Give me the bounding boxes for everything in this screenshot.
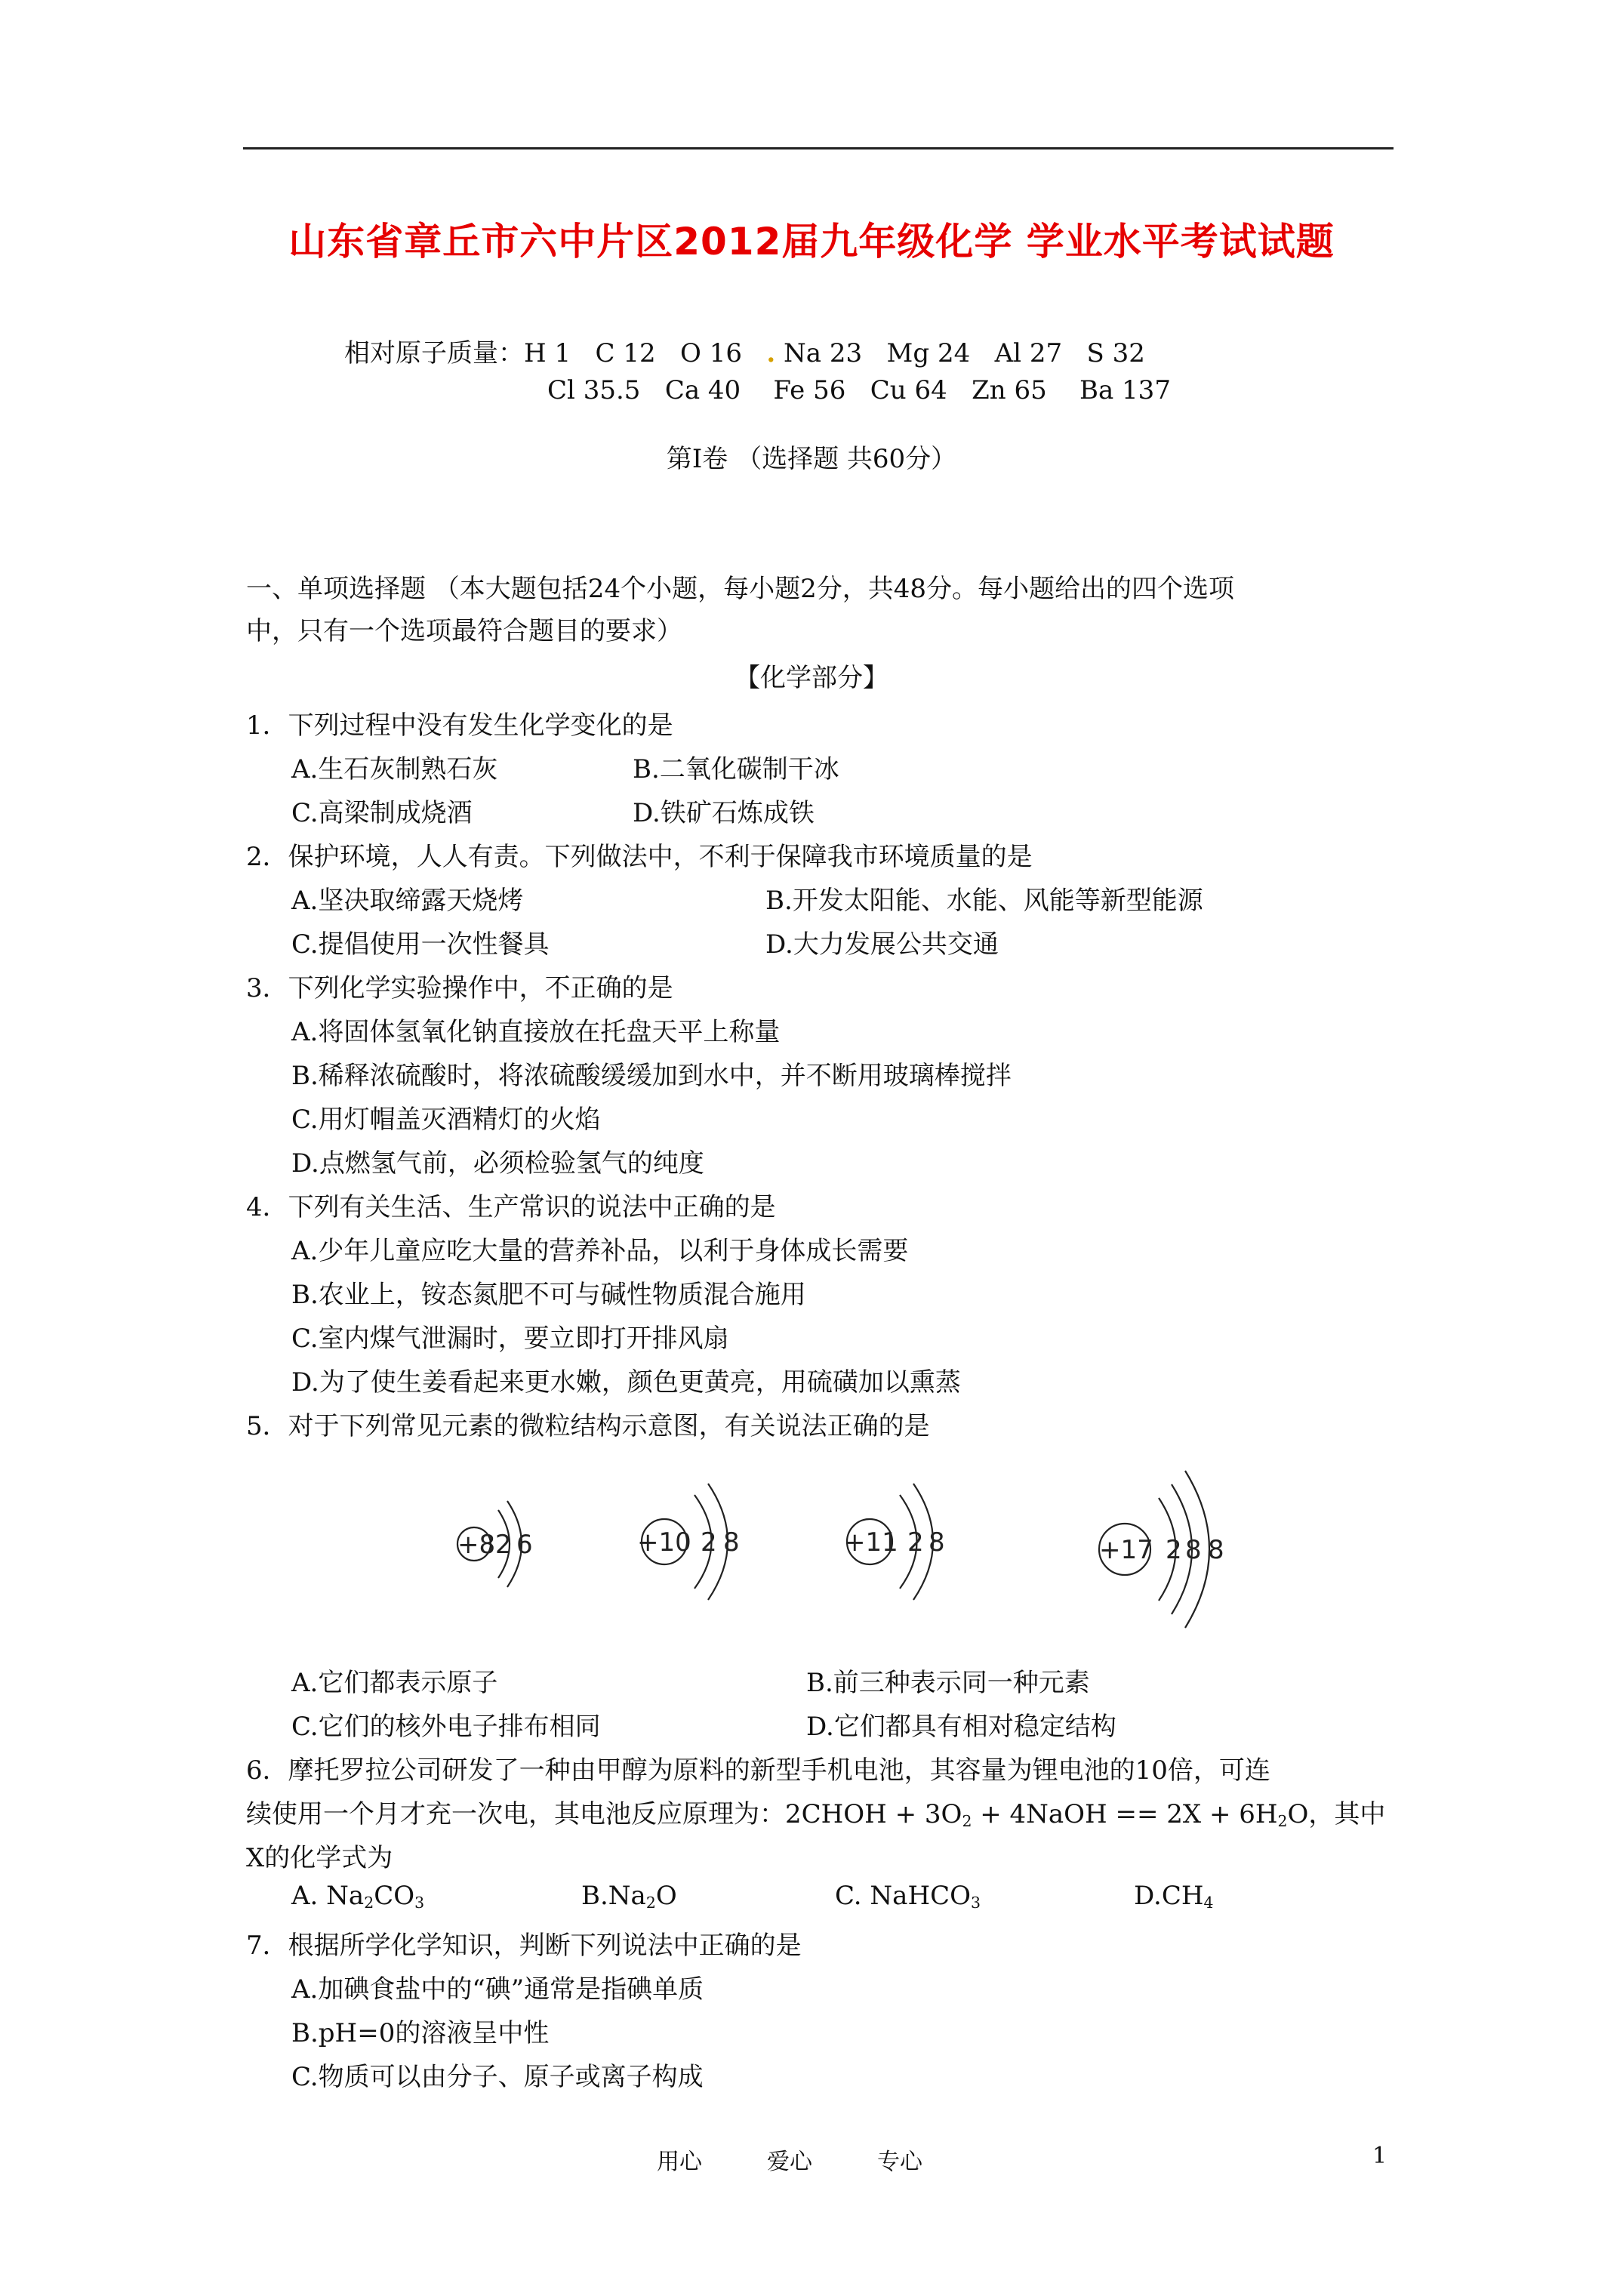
atom-1-shell-2-count: 6 [516,1530,533,1560]
atom-4-nucleus-label: +17 [1099,1535,1153,1565]
atomic-masses-line2: Cl 35.5 Ca 40 Fe 56 Cu 64 Zn 65 Ba 137 [547,375,1171,405]
q3-option-a: A.将固体氢氧化钠直接放在托盘天平上称量 [291,1017,781,1047]
atom-4-shell-3-count: 8 [1208,1535,1224,1565]
exam-title: 山东省章丘市六中片区2012届九年级化学 学业水平考试试题 [288,220,1335,264]
instructions-line2: 中，只有一个选项最符合题目的要求） [246,616,682,646]
q2-option-b: B.开发太阳能、水能、风能等新型能源 [765,886,1203,916]
q3-option-d: D.点燃氢气前，必须检验氢气的纯度 [291,1148,704,1179]
q4-option-a: A.少年儿童应吃大量的营养补品，以利于身体成长需要 [291,1236,909,1266]
q6-option-b: $B.Na_2O$ [581,1881,677,1912]
footer-text-right: 专心 [877,2149,922,2175]
question-1-stem: 1．下列过程中没有发生化学变化的是 [246,710,673,741]
q3-option-c: C.用灯帽盖灭酒精灯的火焰 [291,1105,601,1135]
q1-option-c: C.高梁制成烧酒 [291,798,473,828]
question-2-stem: 2．保护环境，人人有责。下列做法中，不利于保障我市环境质量的是 [246,842,1033,872]
question-3-stem: 3．下列化学实验操作中，不正确的是 [246,973,673,1003]
q5-option-b: B.前三种表示同一种元素 [806,1668,1090,1698]
question-5-stem: 5．对于下列常见元素的微粒结构示意图，有关说法正确的是 [246,1411,930,1441]
q5-option-a: A.它们都表示原子 [291,1668,498,1698]
q3-option-b: B.稀释浓硫酸时，将浓硫酸缓缓加到水中，并不断用玻璃棒搅拌 [291,1061,1012,1091]
atom-3-nucleus-label: +11 [844,1527,898,1558]
q7-option-a: A.加碘食盐中的“碘”通常是指碘单质 [291,1974,704,2005]
footer-text-left: 用心 [657,2149,702,2175]
q4-option-b: B.农业上，铵态氮肥不可与碱性物质混合施用 [291,1280,806,1310]
q6-option-d: $D.CH_4$ [1134,1881,1214,1912]
atom-2-shell-2-count: 8 [723,1527,740,1558]
atom-2-shell-1-count: 2 [701,1527,717,1558]
question-6-stem-line3: X的化学式为 [246,1843,393,1873]
q2-option-c: C.提倡使用一次性餐具 [291,929,550,960]
q7-option-b: B.pH=0的溶液呈中性 [291,2018,550,2048]
q6-option-a: A. $Na_2CO_3$ [291,1881,425,1912]
q4-option-c: C.室内煤气泄漏时，要立即打开排风扇 [291,1324,729,1354]
q1-option-b: B.二氧化碳制干冰 [633,754,839,784]
q1-option-d: D.铁矿石炼成铁 [633,798,815,828]
atom-structure-diagrams [423,1450,1329,1631]
atom-1-shell-1-count: 2 [495,1530,512,1560]
atomic-masses-line1: 相对原子质量：H 1 C 12 O 16 . Na 23 Mg 24 Al 27 S 32 [344,338,1145,368]
question-4-stem: 4．下列有关生活、生产常识的说法中正确的是 [246,1192,776,1222]
atom-2-nucleus-label: +10 [637,1527,691,1558]
q1-option-a: A.生石灰制熟石灰 [291,754,498,784]
q6-option-c: C. NaHCO$_3$ [835,1881,981,1912]
atom-4-shell-1-count: 2 [1166,1535,1182,1565]
q5-option-d: D.它们都具有相对稳定结构 [806,1712,1116,1742]
question-7-stem: 7．根据所学化学知识，判断下列说法中正确的是 [246,1931,802,1961]
question-6-stem-line1: 6．摩托罗拉公司研发了一种由甲醇为原料的新型手机电池，其容量为锂电池的10倍，可连 [246,1755,1270,1786]
q5-option-c: C.它们的核外电子排布相同 [291,1712,601,1742]
atom-3-shell-1-count: 2 [907,1527,924,1558]
header-rule [243,147,1394,149]
footer-text-middle: 爱心 [767,2149,812,2175]
atom-4-shell-2-count: 8 [1185,1535,1202,1565]
instructions-line1: 一、单项选择题 （本大题包括24个小题，每小题2分，共48分。每小题给出的四个选项 [246,574,1234,604]
atom-3-shell-2-count: 8 [929,1527,945,1558]
part-label: 【化学部分】 [735,663,888,693]
q2-option-a: A.坚决取缔露天烧烤 [291,886,524,916]
q2-option-d: D.大力发展公共交通 [765,929,999,960]
page-number: 1 [1372,2143,1387,2169]
q4-option-d: D.为了使生姜看起来更水嫩，颜色更黄亮，用硫磺加以熏蒸 [291,1367,961,1398]
atom-1-nucleus-label: +8 [457,1530,496,1560]
volume-title: 第Ⅰ卷 （选择题 共60分） [666,444,957,474]
q7-option-c: C.物质可以由分子、原子或离子构成 [291,2062,704,2092]
question-6-stem-line2: 续使用一个月才充一次电，其电池反应原理为：2CHOH + $3O_2$ + 4NaOH == $2X + 6H_2O$，其中 [246,1799,1386,1831]
